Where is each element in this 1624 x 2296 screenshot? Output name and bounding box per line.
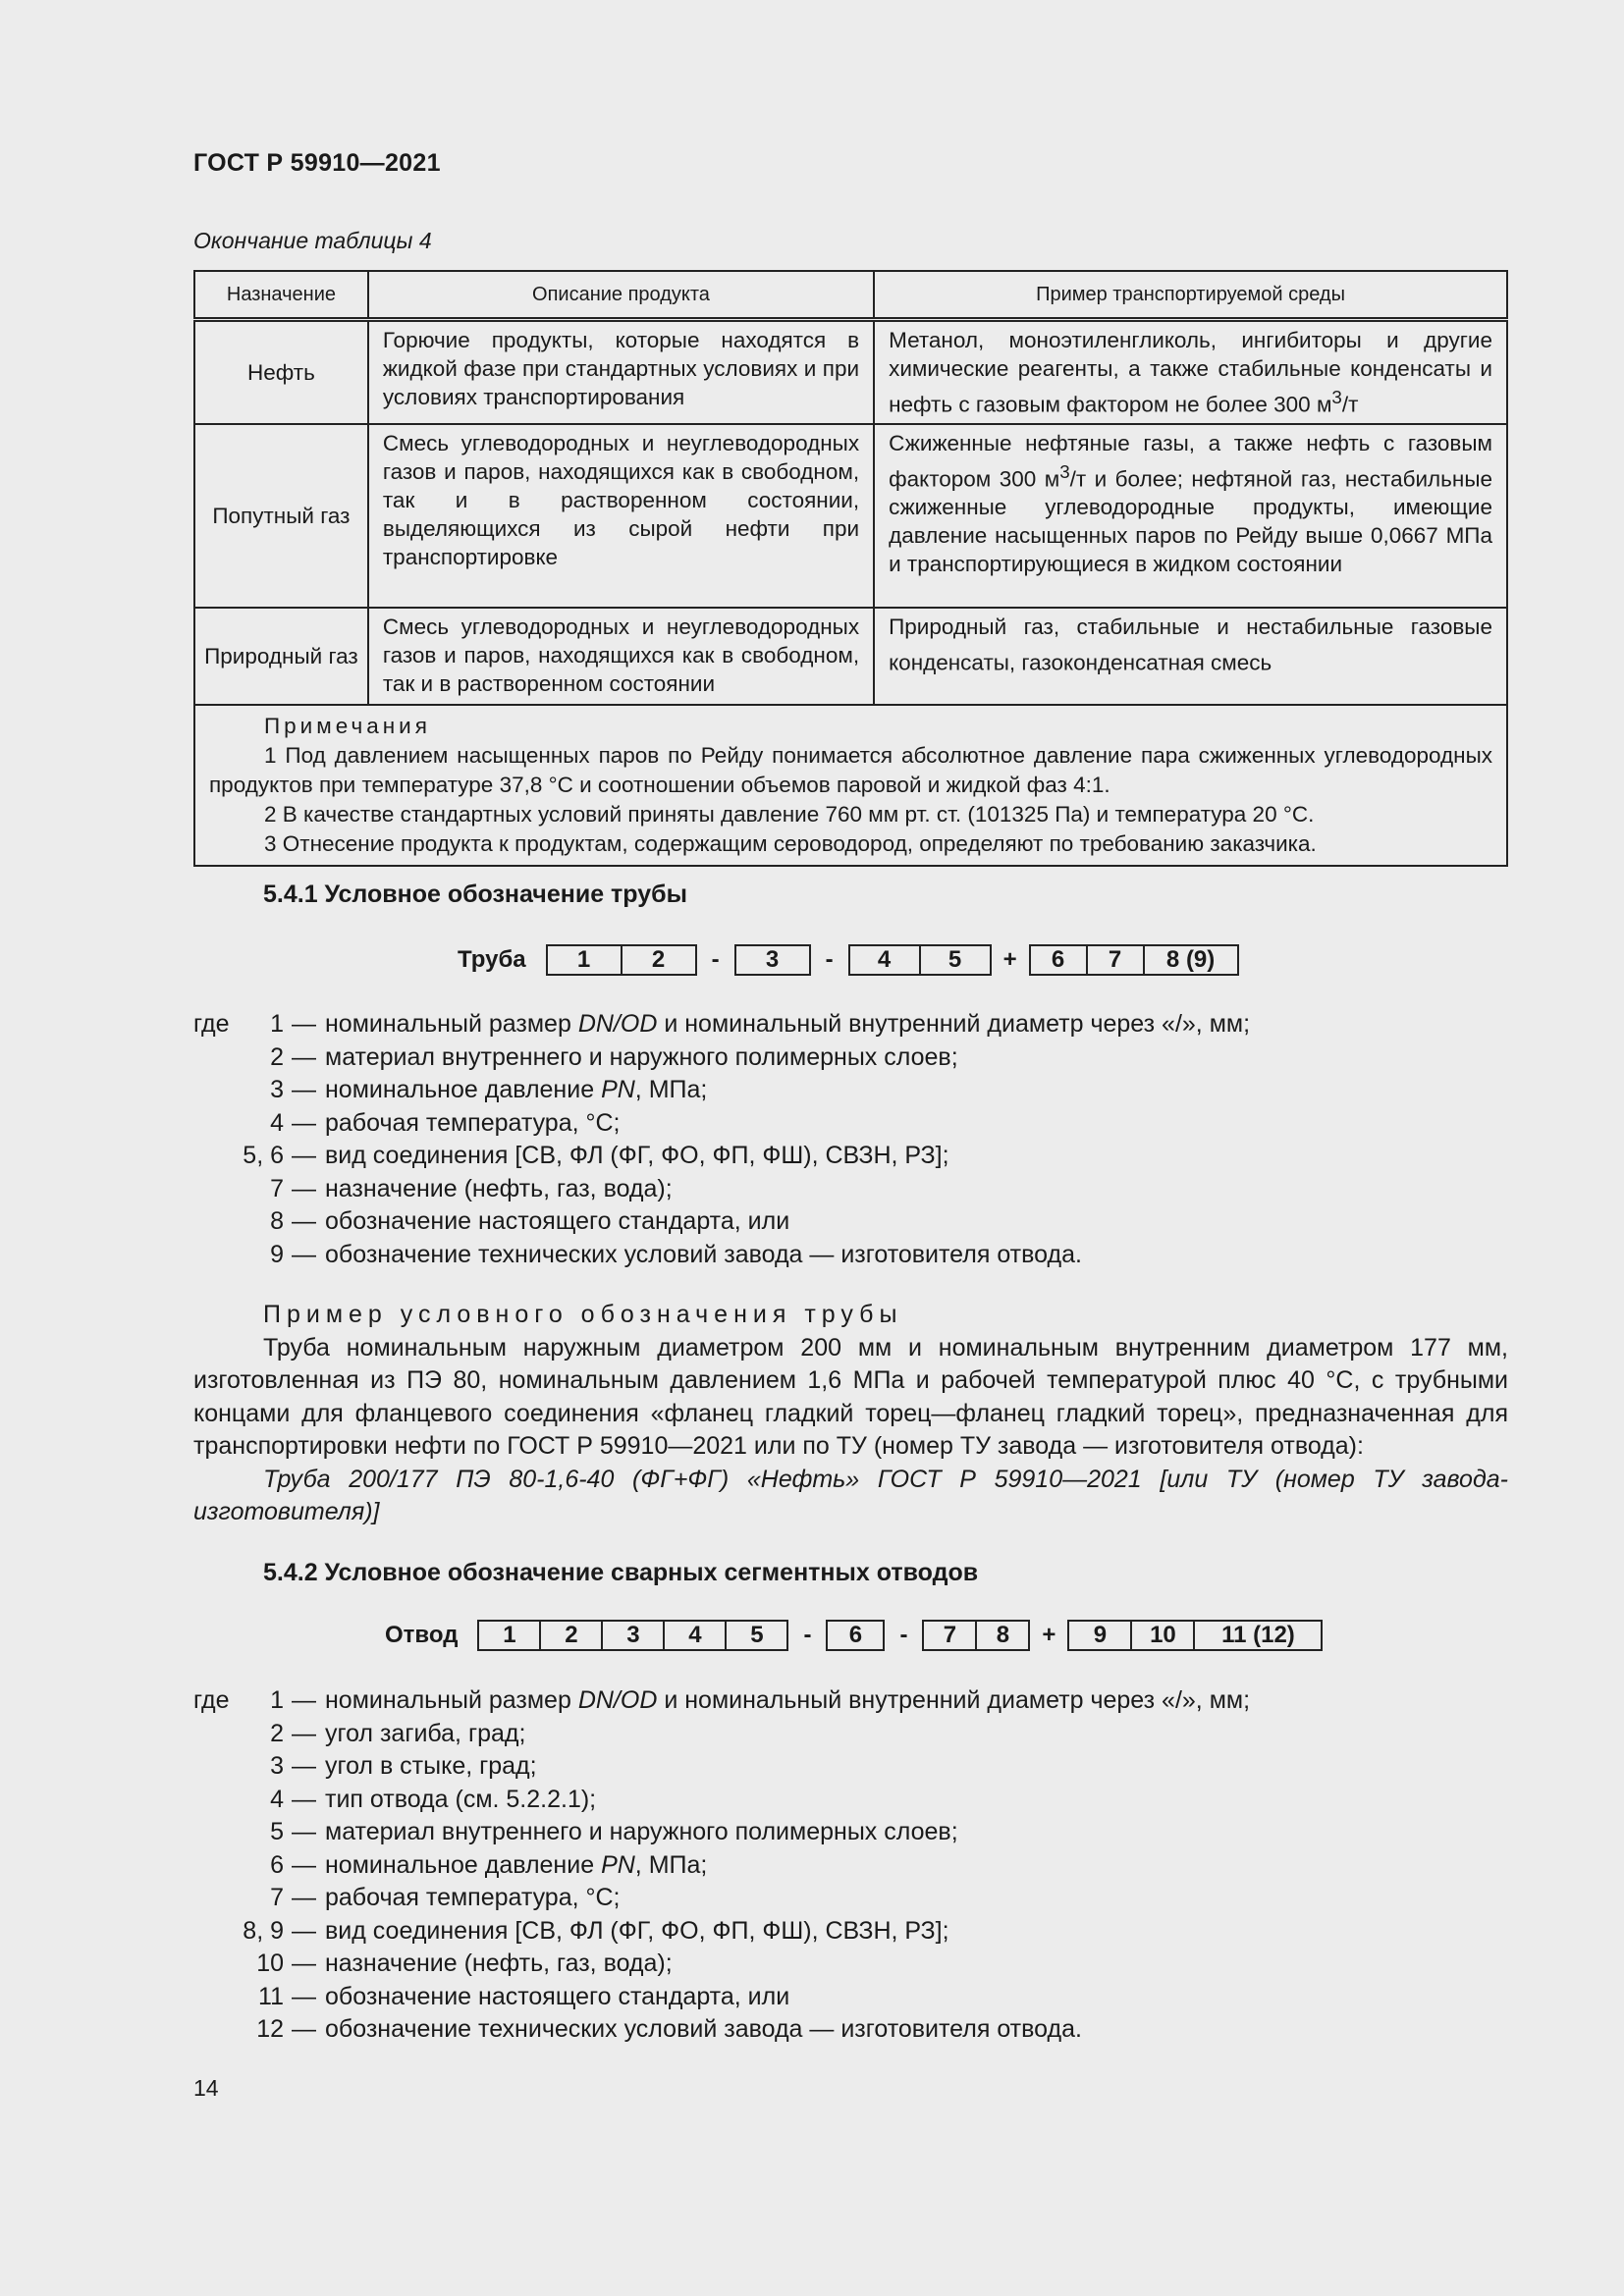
code-box: 4 (663, 1622, 725, 1649)
cell-purpose: Попутный газ (194, 424, 368, 608)
cell-purpose: Нефть (194, 320, 368, 424)
legend-row: 4 — тип отвода (см. 5.2.2.1); (270, 1785, 597, 1813)
code-label: Труба (458, 946, 526, 973)
code-group (734, 944, 811, 976)
code-box: 5 (725, 1622, 786, 1649)
code-box: 3 (765, 946, 780, 973)
code-separator: + (1002, 946, 1017, 973)
code-box: 1 (503, 1622, 516, 1648)
col-header-purpose: Назначение (194, 271, 368, 320)
section-title-pipe: 5.4.1 Условное обозначение трубы (263, 881, 687, 908)
code-box: 2 (621, 946, 695, 974)
code-separator: - (825, 946, 834, 973)
legend-row: 8 — обозначение настоящего стандарта, или (270, 1207, 790, 1235)
table-notes (194, 705, 1507, 866)
table-4 (193, 270, 1508, 867)
table-row (194, 608, 1507, 705)
code-separator: + (1042, 1622, 1056, 1648)
cell-description: Смесь углеводородных и неуглеводородных газов и паров, находящихся как в свободном, так и в растворенном состоянии, выделяющихся из сырой нефти при транспортировке (368, 424, 874, 608)
code-box: 8 (975, 1622, 1028, 1649)
legend-row: 9 — обозначение технических условий завода — изготовителя отвода. (270, 1240, 1082, 1268)
code-box: 4 (877, 946, 892, 973)
pipe-example (193, 1299, 1508, 1529)
notes-heading: Примечания (264, 713, 431, 738)
code-box: 11 (12) (1193, 1622, 1321, 1649)
legend-row: 2 — угол загиба, град; (270, 1719, 526, 1747)
code-group (826, 1620, 885, 1651)
cell-purpose: Природный газ (194, 608, 368, 705)
code-group (848, 944, 992, 976)
code-box: 10 (1130, 1622, 1193, 1649)
legend-row: 8, 9 — вид соединения [СВ, ФЛ (ФГ, ФО, ФП, ФШ), СВЗН, РЗ]; (243, 1916, 949, 1945)
bend-code-legend (193, 1684, 1250, 2047)
code-group (1067, 1620, 1323, 1651)
cell-description: Смесь углеводородных и неуглеводородных газов и паров, находящихся как в свободном, так и в растворенном состоянии (368, 608, 874, 705)
note-item: 2 В качестве стандартных условий приняты давление 760 мм рт. ст. (101325 Па) и температура 20 °С. (264, 801, 1315, 827)
example-code: Труба 200/177 ПЭ 80-1,6-40 (ФГ+ФГ) «Нефть» ГОСТ Р 59910—2021 [или ТУ (номер ТУ завода-изготовителя)] (193, 1465, 1508, 1525)
code-group (477, 1620, 788, 1651)
page-number: 14 (193, 2075, 219, 2101)
code-box: 2 (539, 1622, 601, 1649)
legend-row: 7 — рабочая температура, °С; (270, 1884, 621, 1911)
code-box: 1 (576, 946, 591, 973)
code-box: 7 (943, 1622, 957, 1648)
table-header-row (194, 271, 1507, 320)
code-separator: - (803, 1622, 812, 1648)
code-box: 9 (1093, 1622, 1108, 1648)
page-header: ГОСТ Р 59910—2021 (193, 149, 441, 177)
legend-row: 6 — номинальное давление PN, МПа; (270, 1850, 708, 1879)
legend-row: 3 — угол в стыке, град; (270, 1752, 537, 1780)
col-header-description: Описание продукта (368, 271, 874, 320)
legend-row: 5, 6 — вид соединения [СВ, ФЛ (ФГ, ФО, ФП, ФШ), СВЗН, РЗ]; (243, 1142, 949, 1169)
code-label: Отвод (385, 1622, 459, 1648)
code-box: 6 (1051, 946, 1065, 973)
example-heading: Пример условного обозначения трубы (263, 1301, 903, 1328)
legend-row: 11 — обозначение настоящего стандарта, или (258, 1982, 790, 2010)
legend-row: где 1 — номинальный размер DN/OD и номинальный внутренний диаметр через «/», мм; (193, 1010, 1251, 1038)
legend-row: где 1 — номинальный размер DN/OD и номинальный внутренний диаметр через «/», мм; (193, 1686, 1251, 1714)
example-text: Труба номинальным наружным диаметром 200 мм и номинальным внутренним диаметром 177 мм, изготовленная из ПЭ 80, номинальным давлением 1,6 МПа и рабочей температурой плюс 40 °С, с трубными концами для фланцевого соединения «фланец гладкий торец—фланец гладкий торец», предназначенная для транспортировки нефти по ГОСТ Р 59910—2021 или по ТУ (номер ТУ завода — изготовителя отвода): (193, 1333, 1508, 1460)
col-header-example: Пример транспортируемой среды (874, 271, 1507, 320)
section-title-bends: 5.4.2 Условное обозначение сварных сегментных отводов (263, 1559, 979, 1586)
bend-code-scheme (385, 1620, 1323, 1651)
table-row (194, 424, 1507, 608)
code-box: 3 (601, 1622, 663, 1649)
cell-example: Метанол, моноэтиленгликоль, ингибиторы и другие химические реагенты, а также стабильные конденсаты и нефть с газовым фактором не более 300 $м^3/т$ (874, 320, 1507, 424)
code-box: 7 (1086, 946, 1143, 974)
pipe-code-legend (193, 1008, 1250, 1271)
legend-row: 7 — назначение (нефть, газ, вода); (270, 1174, 673, 1202)
code-box: 8 (9) (1143, 946, 1237, 974)
legend-row: 3 — номинальное давление PN, МПа; (270, 1076, 708, 1103)
table-caption: Окончание таблицы 4 (193, 228, 432, 253)
code-separator: - (711, 946, 720, 973)
table-notes-row (194, 705, 1507, 866)
legend-row: 12 — обозначение технических условий завода — изготовителя отвода. (256, 2015, 1082, 2043)
legend-row: 2 — материал внутреннего и наружного полимерных слоев; (270, 1042, 958, 1071)
pipe-code-scheme (458, 944, 1239, 976)
note-item: 3 Отнесение продукта к продуктам, содержащим сероводород, определяют по требованию заказчика. (264, 830, 1317, 856)
code-box: 6 (848, 1622, 863, 1648)
table-row (194, 320, 1507, 424)
note-item: 1 Под давлением насыщенных паров по Рейду понимается абсолютное давление пара сжиженных углеводородных продуктов при температуре 37,8 °С и соотношении объемов паровой и жидкой фаз 4:1. (209, 742, 1492, 797)
code-group (922, 1620, 1030, 1651)
cell-example: Сжиженные нефтяные газы, а также нефть с газовым фактором 300 $м^3/т$ и более; нефтяной газ, нестабильные сжиженные углеводородные продукты, имеющие давление насыщенных паров по Рейду выше 0,0667 МПа и транспортирующиеся в жидком состоянии (874, 424, 1507, 608)
legend-row: 5 — материал внутреннего и наружного полимерных слоев; (270, 1818, 958, 1845)
code-group (546, 944, 697, 976)
cell-example: Природный газ, стабильные и нестабильные газовые конденсаты, газоконденсатная смесь (874, 608, 1507, 705)
code-group (1029, 944, 1239, 976)
legend-row: 4 — рабочая температура, °С; (270, 1108, 621, 1137)
cell-description: Горючие продукты, которые находятся в жидкой фазе при стандартных условиях и при условиях транспортирования (368, 320, 874, 424)
code-box: 5 (919, 946, 990, 974)
legend-row: 10 — назначение (нефть, газ, вода); (256, 1949, 673, 1977)
code-separator: - (899, 1622, 908, 1648)
